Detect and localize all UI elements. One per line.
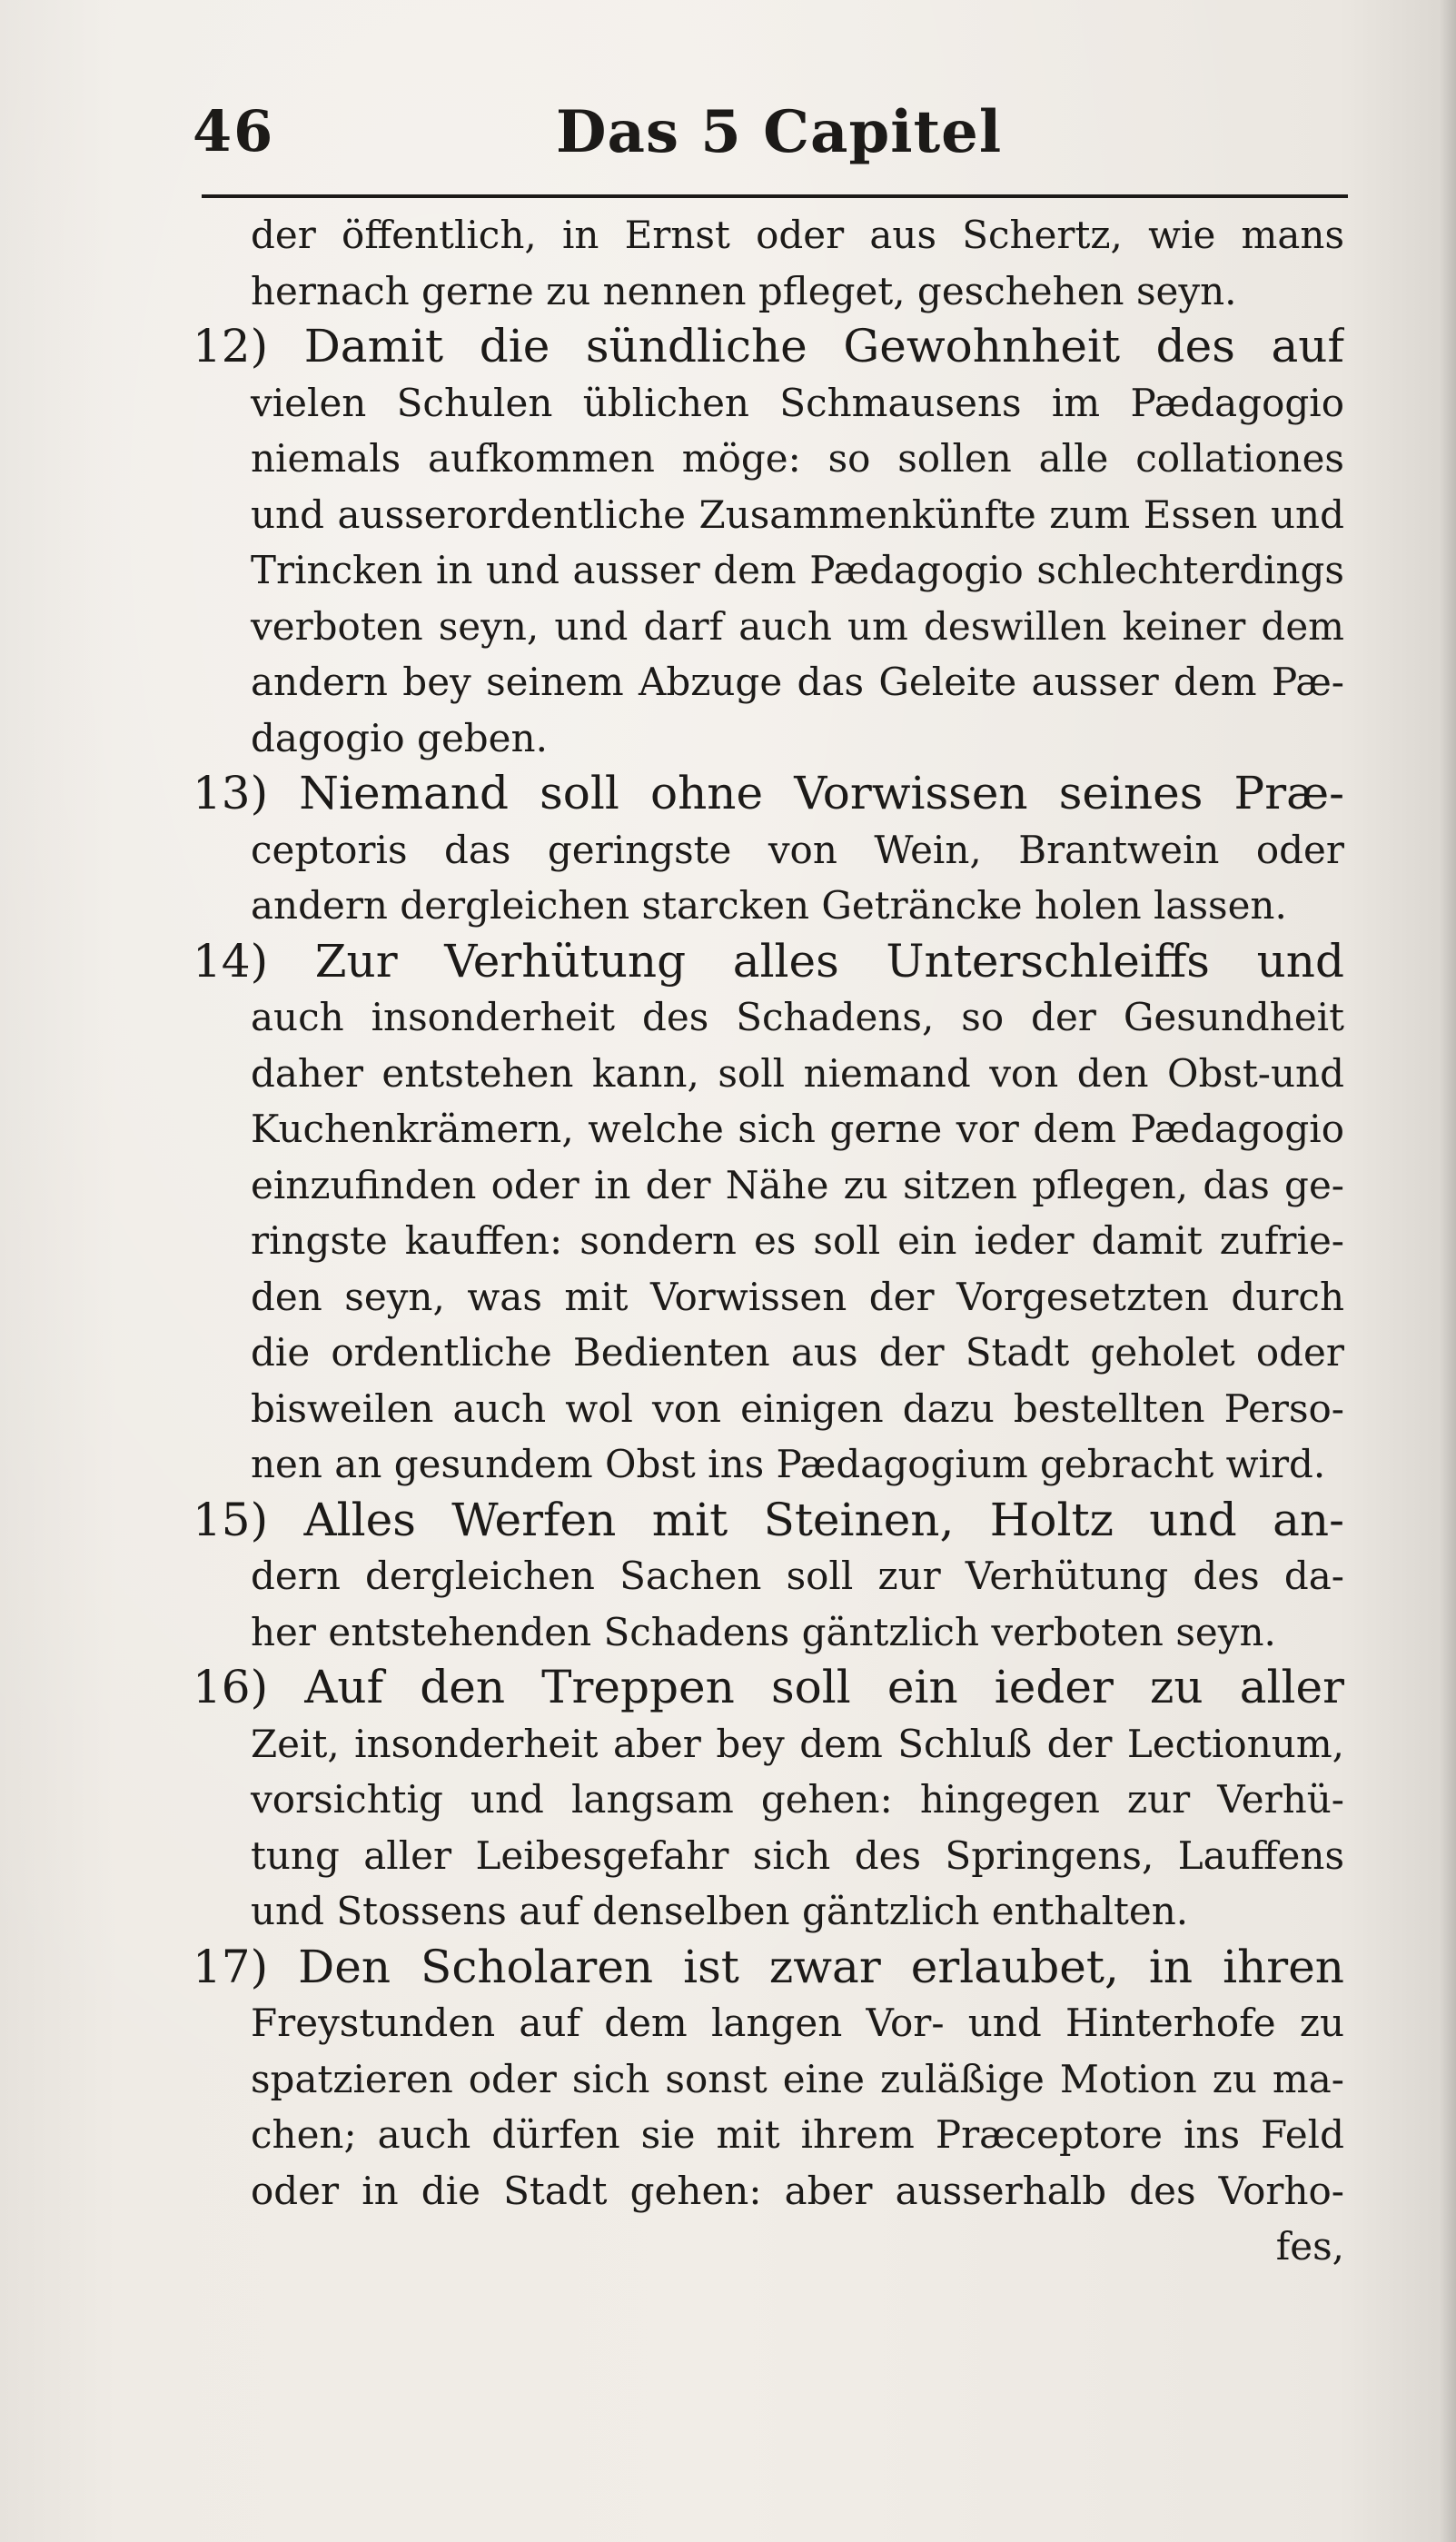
text-line: 16) Auf den Treppen soll ein ieder zu aller — [193, 1661, 1344, 1713]
text-line: 17) Den Scholaren ist zwar erlaubet, in ihren — [193, 1940, 1344, 1993]
text-line: bisweilen auch wol von einigen dazu bestellten Perso- — [251, 1385, 1344, 1431]
header-rule — [202, 194, 1348, 198]
text-line: den seyn, was mit Vorwissen der Vorgesetzten durch — [251, 1274, 1344, 1319]
text-line: 13) Niemand soll ohne Vorwissen seines Præ- — [193, 767, 1344, 819]
text-line: dagogio geben. — [251, 715, 548, 760]
text-line: niemals aufkommen möge: so sollen alle collationes — [251, 436, 1344, 481]
text-line: spatzieren oder sich sonst eine zuläßige Motion zu ma- — [251, 2056, 1344, 2101]
page-number: 46 — [193, 98, 275, 164]
text-line: ceptoris das geringste von Wein, Brantwein oder — [251, 827, 1344, 872]
text-line: 14) Zur Verhütung alles Unterschleiffs und — [193, 934, 1344, 988]
text-line: ringste kauffen: sondern es soll ein ieder damit zufrie- — [251, 1218, 1344, 1263]
text-line: andern dergleichen starcken Geträncke holen lassen. — [251, 883, 1287, 928]
text-line: oder in die Stadt gehen: aber ausserhalb des Vorho- — [251, 2168, 1344, 2213]
text-line: und Stossens auf denselben gäntzlich enthalten. — [251, 1889, 1189, 1933]
running-head: Das 5 Capitel — [556, 98, 1003, 166]
text-line: andern bey seinem Abzuge das Geleite ausser dem Pæ- — [251, 660, 1344, 704]
text-line: hernach gerne zu nennen pfleget, geschehen seyn. — [251, 268, 1237, 313]
text-line: und ausserordentliche Zusammenkünfte zum Essen und — [251, 492, 1344, 537]
text-line: daher entstehen kann, soll niemand von den Obst-und — [251, 1050, 1344, 1096]
text-line: Kuchenkrämern, welche sich gerne vor dem Pædagogio — [251, 1107, 1344, 1151]
text-line: einzufinden oder in der Nähe zu sitzen pflegen, das ge- — [251, 1162, 1344, 1207]
text-line: verboten seyn, und darf auch um deswillen keiner dem — [251, 603, 1344, 649]
catchword: fes, — [1275, 2224, 1344, 2269]
text-line: 15) Alles Werfen mit Steinen, Holtz und an- — [193, 1493, 1344, 1546]
text-line: nen an gesundem Obst ins Pædagogium gebracht wird. — [251, 1442, 1326, 1486]
text-line: der öffentlich, in Ernst oder aus Schertz, wie mans — [251, 213, 1344, 257]
text-line: tung aller Leibesgefahr sich des Springens, Lauffens — [251, 1832, 1344, 1878]
text-line: vorsichtig und langsam gehen: hingegen zur Verhü- — [251, 1777, 1344, 1822]
text-line: her entstehenden Schadens gäntzlich verboten seyn. — [251, 1609, 1276, 1654]
text-line: auch insonderheit des Schadens, so der Gesundheit — [251, 995, 1344, 1039]
text-line: Trincken in und ausser dem Pædagogio schlechterdings — [251, 548, 1344, 592]
page-header — [193, 98, 1337, 198]
text-line: 12) Damit die sündliche Gewohnheit des auf — [193, 320, 1344, 372]
text-line: chen; auch dürfen sie mit ihrem Præceptore ins Feld — [251, 2112, 1344, 2157]
page-edge-shadow — [1440, 0, 1456, 2542]
text-line: die ordentliche Bedienten aus der Stadt geholet oder — [251, 1330, 1344, 1375]
body-text — [193, 207, 1344, 2275]
text-line: dern dergleichen Sachen soll zur Verhütung des da- — [251, 1554, 1344, 1598]
text-line: Zeit, insonderheit aber bey dem Schluß der Lectionum, — [251, 1721, 1344, 1766]
text-line: vielen Schulen üblichen Schmausens im Pædagogio — [251, 380, 1344, 425]
text-line: Freystunden auf dem langen Vor- und Hinterhofe zu — [251, 2001, 1344, 2045]
